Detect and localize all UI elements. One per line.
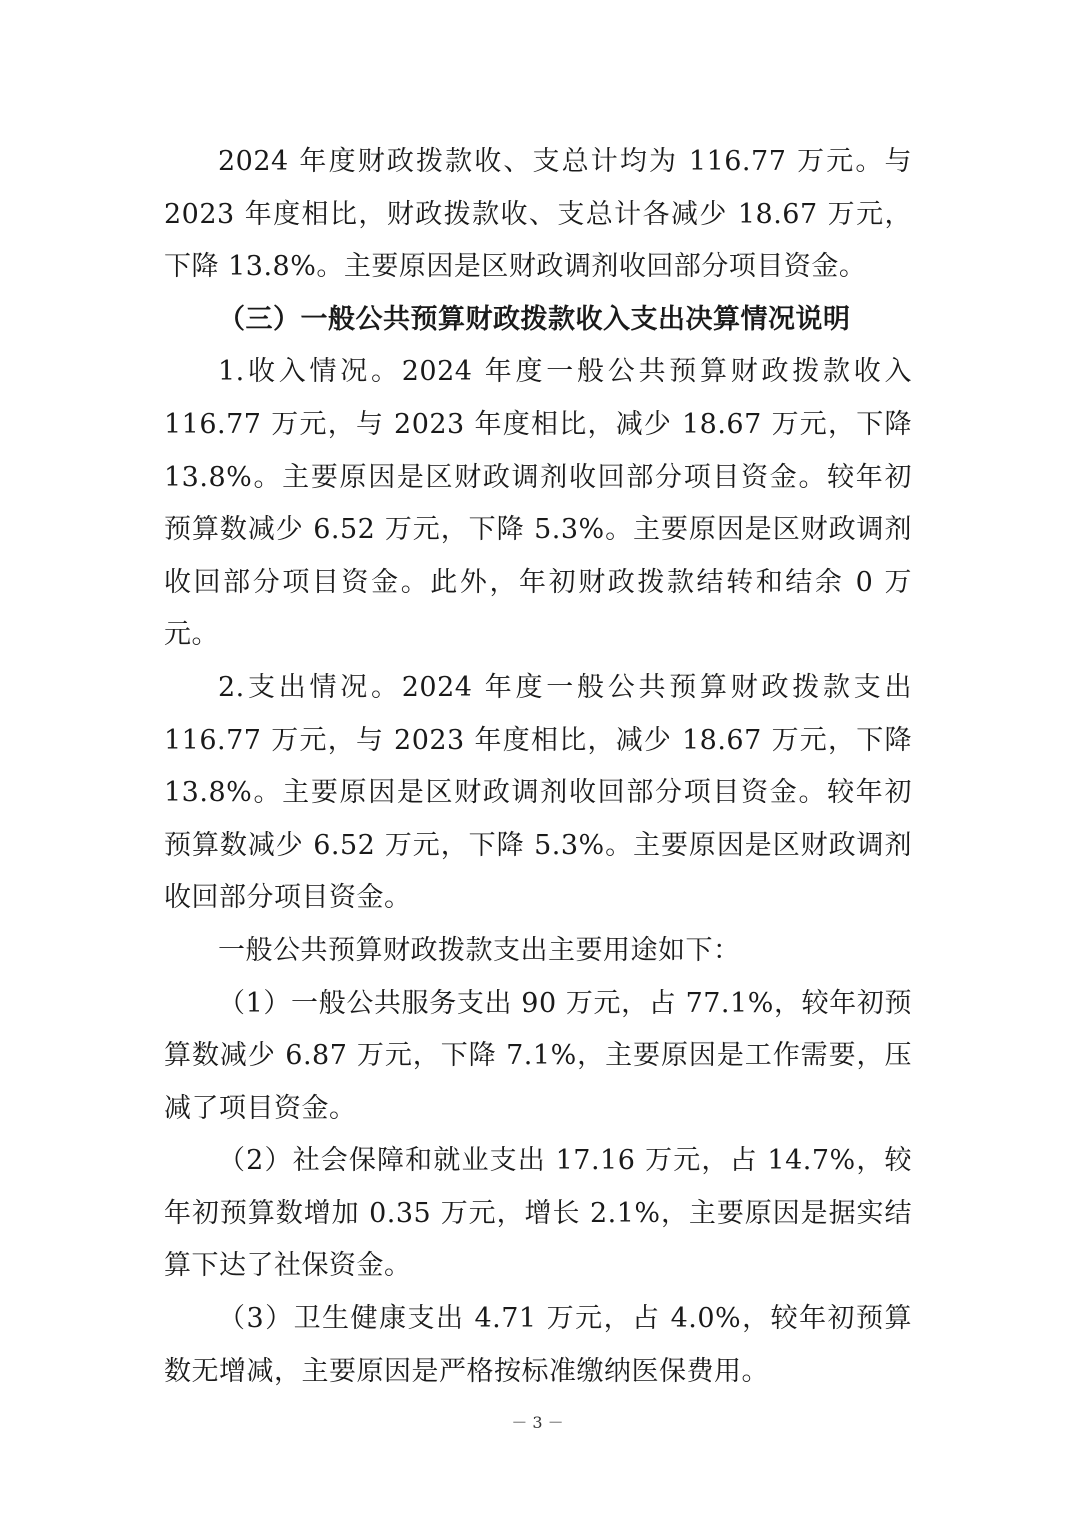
paragraph-expenditure: 2.支出情况。2024 年度一般公共预算财政拨款支出 116.77 万元，与 2023 年度相比，减少 18.67 万元，下降 13.8%。主要原因是区财政调剂收回部分项目资金。较年初预算数减少 6.52 万元，下降 5.3%。主要原因是区财政调剂收回部分项目资金。	[164, 671, 912, 914]
paragraph-social-security: （2）社会保障和就业支出 17.16 万元，占 14.7%，较年初预算数增加 0.35 万元，增长 2.1%，主要原因是据实结算下达了社保资金。	[164, 1145, 912, 1282]
paragraph-health: （3）卫生健康支出 4.71 万元，占 4.0%，较年初预算数无增减，主要原因是严格按标准缴纳医保费用。	[164, 1303, 912, 1387]
page-number: － 3 －	[511, 1413, 564, 1432]
document-body	[164, 136, 912, 1398]
section-heading: （三）一般公共预算财政拨款收入支出决算情况说明	[218, 303, 851, 335]
paragraph-income: 1.收入情况。2024 年度一般公共预算财政拨款收入 116.77 万元，与 2023 年度相比，减少 18.67 万元，下降 13.8%。主要原因是区财政调剂收回部分项目资金。较年初预算数减少 6.52 万元，下降 5.3%。主要原因是区财政调剂收回部分项目资金。此外，年初财政拨款结转和结余 0 万元。	[164, 356, 912, 651]
paragraph-uses-intro: 一般公共预算财政拨款支出主要用途如下：	[218, 934, 741, 966]
paragraph-public-services: （1）一般公共服务支出 90 万元，占 77.1%，较年初预算数减少 6.87 万元，下降 7.1%，主要原因是工作需要，压减了项目资金。	[164, 987, 912, 1124]
paragraph-appropriation-totals: 2024 年度财政拨款收、支总计均为 116.77 万元。与 2023 年度相比，财政拨款收、支总计各减少 18.67 万元，下降 13.8%。主要原因是区财政调剂收回部分项目资金。	[164, 146, 912, 283]
